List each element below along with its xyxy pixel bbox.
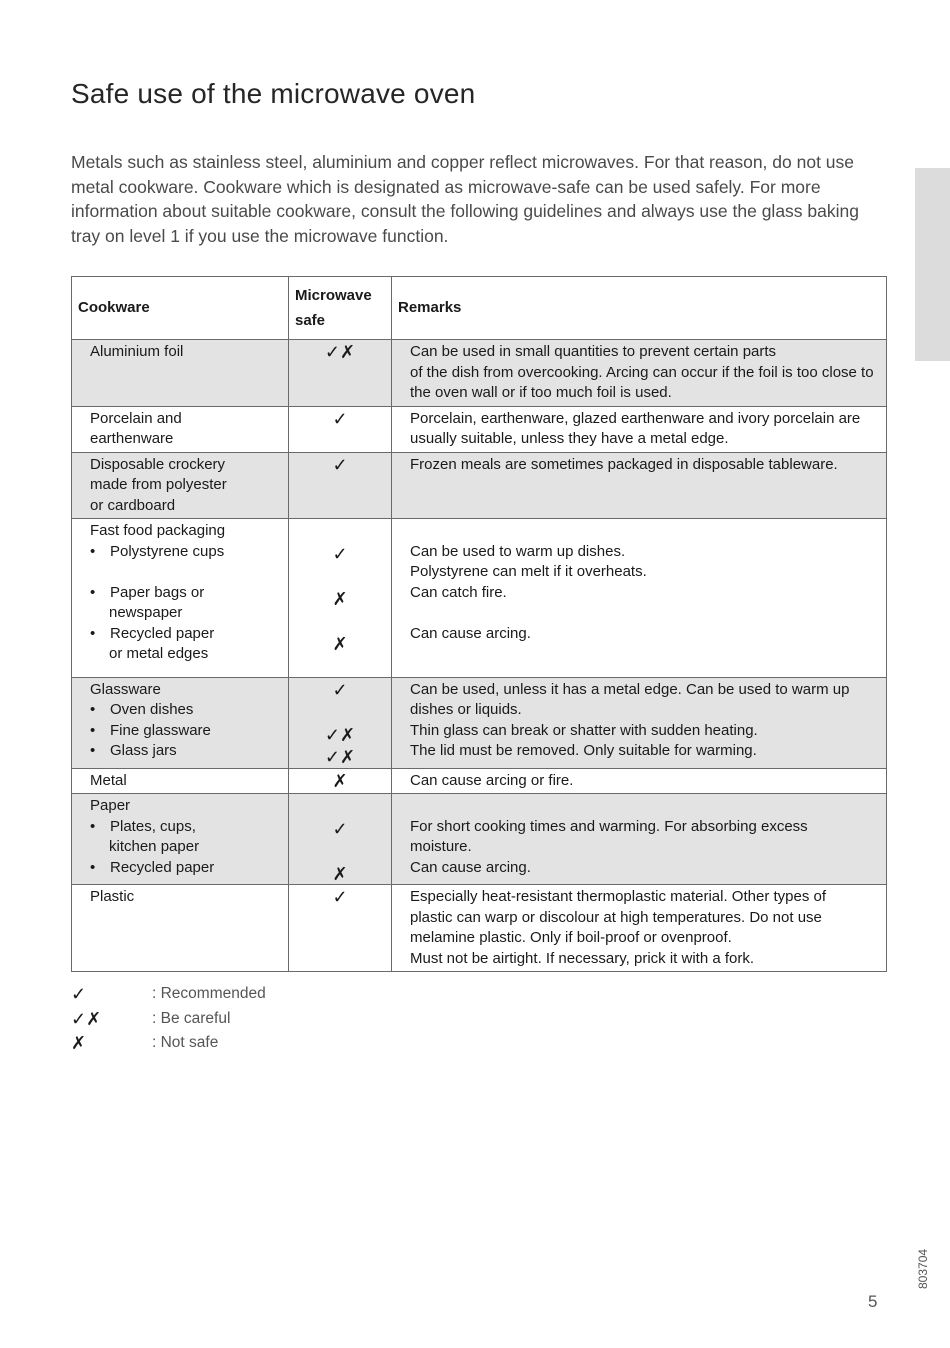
remark-line: plastic can warp or discolour at high temperatures. Do not use [410, 908, 822, 926]
cross-icon: ✗ [332, 770, 348, 791]
cookware-line [90, 583, 282, 604]
cookware-line [90, 817, 282, 838]
header-microwave-safe [289, 277, 392, 340]
cookware-cell [72, 885, 289, 972]
cross-icon: ✗ [71, 1033, 87, 1053]
header-safe-line2: safe [295, 312, 326, 329]
safety-cell [289, 677, 392, 768]
bullet-text: Recycled paper [110, 858, 215, 876]
remark-line: Must not be airtight. If necessary, prick it with a fork. [410, 949, 755, 967]
remarks-cell [392, 406, 887, 452]
cookware-cell [72, 677, 289, 768]
page-number: 5 [868, 1292, 878, 1311]
side-tab-marker [915, 168, 950, 361]
cookware-line: Paper [90, 797, 131, 814]
legend-text: : Not safe [152, 1034, 219, 1051]
bullet-icon: • [90, 858, 96, 876]
safety-cell [289, 768, 392, 794]
cookware-line: Metal [90, 771, 127, 789]
cross-icon: ✗ [332, 633, 348, 654]
remark-line: Can cause arcing. [410, 858, 531, 876]
remark-line: the oven wall or if too much foil is used. [410, 384, 672, 401]
bullet-icon: • [90, 701, 96, 718]
check-cross-icon: ✓✗ [324, 747, 356, 767]
check-icon: ✓ [332, 818, 348, 839]
check-icon: ✓ [332, 408, 348, 429]
header-safe-line1: Microwave [295, 287, 372, 304]
cookware-cell [72, 452, 289, 519]
cookware-line: kitchen paper [109, 838, 200, 855]
check-icon: ✓ [332, 679, 348, 700]
bullet-icon: • [90, 583, 96, 601]
cookware-line: Aluminium foil [90, 343, 184, 360]
remark-line: Can cause arcing or fire. [410, 771, 574, 789]
cookware-cell [72, 794, 289, 885]
cookware-line: newspaper [109, 604, 183, 621]
cookware-line [90, 721, 282, 742]
cookware-line: or cardboard [90, 496, 176, 514]
remark-line: Can be used to warm up dishes. [410, 542, 626, 560]
intro-paragraph: Metals such as stainless steel, aluminium and copper reflect microwaves. For that reason, do not use metal cookware. Cookware which is designated as microwave-safe can be used safely. For more information about suitable cookware, consult the following guidelines and always use the glass baking tray on level 1 if you use the microwave function. [71, 152, 859, 246]
remarks-cell [392, 794, 887, 885]
cross-icon: ✗ [332, 588, 348, 609]
safety-blank [289, 564, 391, 587]
bullet-text: Polystyrene cups [110, 542, 225, 560]
safety-cell [289, 406, 392, 452]
cookware-line: Porcelain and [90, 409, 182, 427]
table-row [72, 340, 887, 407]
bullet-icon: • [90, 742, 96, 759]
safety-blank [289, 519, 391, 542]
remark-line: Can be used, unless it has a metal edge. Can be used to warm up [410, 680, 850, 698]
check-cross-icon: ✓✗ [71, 1008, 102, 1029]
remark-line: Can catch fire. [410, 583, 507, 601]
cookware-line [90, 741, 282, 762]
bullet-text: Plates, cups, [110, 817, 196, 835]
page-title: Safe use of the microwave oven [71, 78, 476, 109]
bullet-icon: • [90, 817, 96, 835]
bullet-icon: • [90, 721, 96, 739]
safety-cell [289, 340, 392, 407]
remark-line: usually suitable, unless they have a metal edge. [410, 430, 729, 447]
cookware-line [90, 562, 282, 583]
safety-blank [289, 839, 391, 862]
remark-line: Thin glass can break or shatter with sudden heating. [410, 721, 758, 739]
cookware-line [90, 700, 282, 721]
remark-line [410, 796, 878, 817]
remark-line: Can cause arcing. [410, 624, 531, 642]
remark-line: of the dish from overcooking. Arcing can occur if the foil is too close to [410, 363, 874, 381]
remarks-cell [392, 519, 887, 678]
cookware-line: earthenware [90, 430, 174, 447]
document-code: 803704 [916, 1248, 930, 1289]
table-row [72, 677, 887, 768]
cookware-line: Glassware [90, 680, 161, 698]
safety-cell [289, 885, 392, 972]
table-body [72, 340, 887, 972]
check-icon: ✓ [332, 543, 348, 564]
cookware-line: Plastic [90, 888, 135, 905]
remark-line: Polystyrene can melt if it overheats. [410, 563, 647, 580]
safety-cell [289, 452, 392, 519]
table-header-row [72, 277, 887, 340]
remark-line: Especially heat-resistant thermoplastic material. Other types of [410, 888, 827, 905]
cookware-line: Fast food packaging [90, 522, 226, 539]
cookware-line [90, 624, 282, 645]
bullet-text: Glass jars [110, 742, 177, 759]
remark-line: melamine plastic. Only if boil-proof or ovenproof. [410, 929, 732, 946]
bullet-icon: • [90, 542, 96, 560]
check-icon: ✓ [332, 454, 348, 475]
cookware-line [90, 542, 282, 563]
cross-icon: ✗ [332, 863, 348, 884]
remark-line [410, 521, 878, 542]
remark-line: Can be used in small quantities to prevent certain parts [410, 343, 777, 360]
check-icon: ✓ [332, 887, 348, 907]
check-cross-icon: ✓✗ [324, 724, 356, 745]
remark-line: dishes or liquids. [410, 701, 522, 718]
remarks-cell [392, 452, 887, 519]
bullet-text: Oven dishes [110, 701, 194, 718]
bullet-text: Fine glassware [110, 721, 211, 739]
check-icon: ✓ [71, 984, 87, 1004]
remarks-cell [392, 340, 887, 407]
table-row [72, 794, 887, 885]
safety-blank [289, 700, 391, 723]
cookware-cell [72, 519, 289, 678]
cookware-line: made from polyester [90, 476, 227, 493]
safety-blank [289, 609, 391, 632]
cookware-line: or metal edges [109, 645, 209, 662]
table-row [72, 768, 887, 794]
cookware-cell [72, 340, 289, 407]
legend-text: : Recommended [152, 985, 266, 1002]
table-row [72, 519, 887, 678]
safety-cell [289, 519, 392, 678]
bullet-icon: • [90, 624, 96, 642]
cookware-line [90, 858, 282, 879]
remarks-cell [392, 677, 887, 768]
remark-line: Porcelain, earthenware, glazed earthenware and ivory porcelain are [410, 409, 861, 427]
safety-blank [289, 794, 391, 817]
table-row [72, 406, 887, 452]
bullet-text: Recycled paper [110, 624, 215, 642]
cookware-cell [72, 768, 289, 794]
remark-line [410, 644, 878, 665]
header-remarks: Remarks [392, 277, 887, 340]
bullet-text: Paper bags or [110, 583, 205, 601]
cookware-table [71, 276, 887, 972]
remarks-cell [392, 768, 887, 794]
table-row [72, 885, 887, 972]
remark-line [410, 603, 878, 624]
remark-line: moisture. [410, 838, 472, 855]
safety-blank [289, 654, 391, 677]
remarks-cell [392, 885, 887, 972]
remark-line: Frozen meals are sometimes packaged in disposable tableware. [410, 455, 838, 473]
header-cookware: Cookware [72, 277, 289, 340]
remark-line: For short cooking times and warming. For absorbing excess [410, 817, 808, 835]
cookware-line: Disposable crockery [90, 455, 226, 473]
table-row [72, 452, 887, 519]
safety-cell [289, 794, 392, 885]
check-cross-icon: ✓✗ [324, 342, 356, 362]
remark-line: The lid must be removed. Only suitable for warming. [410, 742, 757, 759]
legend-text: : Be careful [152, 1009, 231, 1027]
cookware-cell [72, 406, 289, 452]
